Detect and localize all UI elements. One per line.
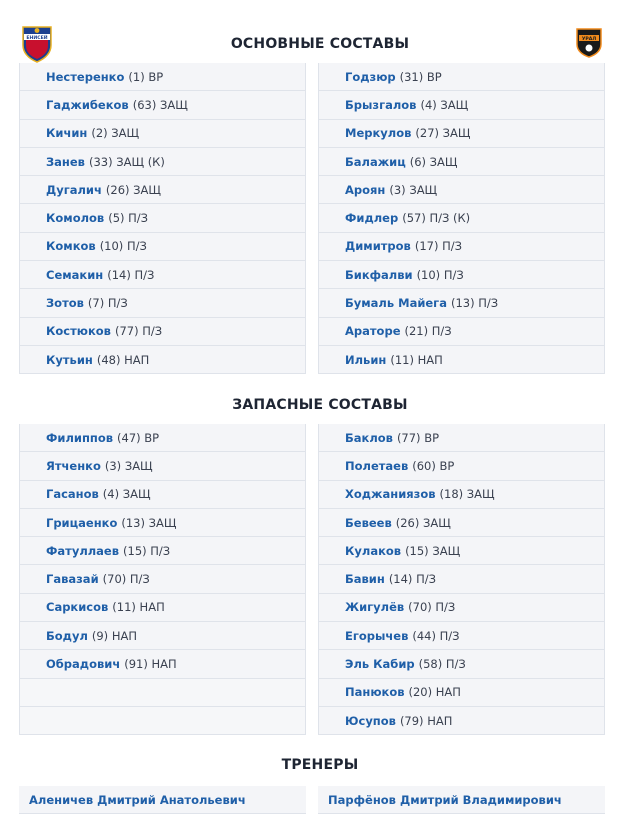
player-number-position: (10) П/З: [99, 239, 147, 254]
player-row: [318, 707, 605, 735]
player-row: [19, 424, 306, 452]
player-name-link[interactable]: Комолов: [46, 211, 105, 226]
away-subs-list: [318, 424, 605, 735]
player-name-link[interactable]: Панюков: [345, 685, 405, 700]
player-row: [19, 176, 306, 204]
player-row: [19, 91, 306, 119]
player-number-position: (77) ВР: [396, 430, 440, 445]
player-row: [19, 63, 306, 91]
player-name-link[interactable]: Балажиц: [345, 154, 406, 169]
player-number-position: (48) НАП: [96, 352, 150, 367]
player-name-link[interactable]: Жигулёв: [345, 600, 405, 615]
player-number-position: (6) ЗАЩ: [409, 154, 458, 169]
player-number-position: (33) ЗАЩ (К): [88, 154, 165, 169]
player-number-position: (14) П/З: [107, 267, 155, 282]
player-row: [19, 452, 306, 480]
player-name-link[interactable]: Занев: [46, 154, 85, 169]
player-row: [19, 289, 306, 317]
player-name-link[interactable]: Бумаль Майега: [345, 296, 447, 311]
player-row: [19, 261, 306, 289]
player-name-link[interactable]: Димитров: [345, 239, 411, 254]
player-name-link[interactable]: Бодул: [46, 628, 88, 643]
away-lineup-list: [318, 63, 605, 374]
player-row: [19, 707, 306, 735]
player-name-link[interactable]: Кутьин: [46, 352, 93, 367]
player-name-link[interactable]: Бикфалви: [345, 267, 413, 282]
main-lineups-title: ОСНОВНЫЕ СОСТАВЫ: [230, 36, 410, 52]
player-name-link[interactable]: Кулаков: [345, 543, 402, 558]
player-row: [19, 650, 306, 678]
player-row: [318, 91, 605, 119]
player-row: [19, 481, 306, 509]
player-row: [318, 622, 605, 650]
player-number-position: (10) П/З: [416, 267, 464, 282]
player-name-link[interactable]: Меркулов: [345, 126, 412, 141]
player-number-position: (57) П/З (К): [402, 211, 471, 226]
player-number-position: (27) ЗАЩ: [415, 126, 471, 141]
player-number-position: (79) НАП: [399, 713, 453, 728]
away-coach-row: [318, 786, 605, 814]
player-name-link[interactable]: Полетаев: [345, 458, 409, 473]
player-row: [318, 318, 605, 346]
player-row: [318, 289, 605, 317]
player-number-position: (11) НАП: [390, 352, 443, 367]
player-name-link[interactable]: Обрадович: [46, 657, 121, 672]
player-number-position: (70) П/З: [408, 600, 456, 615]
player-number-position: (63) ЗАЩ: [132, 97, 188, 112]
player-number-position: (70) П/З: [102, 572, 150, 587]
player-row: [19, 148, 306, 176]
player-row: [318, 204, 605, 232]
player-number-position: (20) НАП: [408, 685, 461, 700]
player-number-position: (1) ВР: [128, 69, 164, 84]
subs-title: ЗАПАСНЫЕ СОСТАВЫ: [232, 397, 408, 413]
player-name-link[interactable]: Егорычев: [345, 628, 409, 643]
player-number-position: (15) П/З: [123, 543, 171, 558]
player-name-link[interactable]: Филиппов: [46, 430, 114, 445]
player-number-position: (26) ЗАЩ: [105, 182, 161, 197]
player-name-link[interactable]: Эль Кабир: [345, 657, 415, 672]
player-row: [318, 594, 605, 622]
player-name-link[interactable]: Гасанов: [46, 487, 99, 502]
player-row: [318, 63, 605, 91]
player-row: [318, 679, 605, 707]
player-row: [318, 346, 605, 374]
player-row: [318, 452, 605, 480]
player-name-link[interactable]: Фатуллаев: [46, 543, 120, 558]
player-name-link[interactable]: Ароян: [345, 182, 386, 197]
player-row: [318, 481, 605, 509]
player-row: [318, 261, 605, 289]
player-number-position: (15) ЗАЩ: [405, 543, 461, 558]
player-number-position: (13) ЗАЩ: [121, 515, 177, 530]
player-row: [19, 346, 306, 374]
player-name-link[interactable]: Гавазай: [46, 572, 99, 587]
away-coach-name[interactable]: Парфёнов Дмитрий Владимирович: [328, 792, 562, 807]
player-name-link[interactable]: Зотов: [46, 296, 84, 311]
coaches-title: ТРЕНЕРЫ: [281, 757, 359, 773]
player-name-link[interactable]: Ходжаниязов: [345, 487, 436, 502]
player-name-link[interactable]: Комков: [46, 239, 96, 254]
player-number-position: (44) П/З: [412, 628, 460, 643]
player-row: [19, 120, 306, 148]
player-number-position: (2) ЗАЩ: [91, 126, 140, 141]
player-name-link[interactable]: Годзюр: [345, 69, 396, 84]
player-name-link[interactable]: Араторе: [345, 324, 401, 339]
player-name-link[interactable]: Саркисов: [46, 600, 109, 615]
player-row: [318, 120, 605, 148]
player-name-link[interactable]: Баклов: [345, 430, 393, 445]
player-row: [318, 565, 605, 593]
player-row: [19, 565, 306, 593]
player-name-link[interactable]: Дугалич: [46, 182, 102, 197]
player-number-position: (21) П/З: [404, 324, 452, 339]
player-number-position: (58) П/З: [418, 657, 466, 672]
player-name-link[interactable]: Ятченко: [46, 458, 101, 473]
player-number-position: (31) ВР: [399, 69, 442, 84]
svg-text:УРАЛ: УРАЛ: [581, 36, 597, 42]
player-name-link[interactable]: Костюков: [46, 324, 111, 339]
player-number-position: (3) ЗАЩ: [104, 458, 153, 473]
player-number-position: (11) НАП: [112, 600, 165, 615]
player-number-position: (17) П/З: [414, 239, 463, 254]
player-row: [19, 537, 306, 565]
player-row: [318, 537, 605, 565]
player-row: [318, 233, 605, 261]
svg-text:ЕНИСЕЙ: ЕНИСЕЙ: [26, 35, 48, 41]
player-row: [19, 318, 306, 346]
player-number-position: (3) ЗАЩ: [389, 182, 438, 197]
player-number-position: (13) П/З: [450, 296, 499, 311]
home-coach-name[interactable]: Аленичев Дмитрий Анатольевич: [29, 792, 246, 807]
player-number-position: (5) П/З: [108, 211, 149, 226]
home-coach-row: [19, 786, 306, 814]
player-row: [318, 509, 605, 537]
player-number-position: (60) ВР: [412, 458, 455, 473]
player-number-position: (7) П/З: [87, 296, 128, 311]
player-name-link[interactable]: Бавин: [345, 572, 385, 587]
player-name-link[interactable]: Фидлер: [345, 211, 399, 226]
player-name-link[interactable]: Грицаенко: [46, 515, 118, 530]
player-row: [19, 233, 306, 261]
player-name-link[interactable]: Юсупов: [345, 713, 396, 728]
player-row: [19, 622, 306, 650]
player-name-link[interactable]: Брызгалов: [345, 97, 417, 112]
player-name-link[interactable]: Ильин: [345, 352, 387, 367]
home-subs-list: [19, 424, 306, 735]
player-number-position: (47) ВР: [117, 430, 160, 445]
player-row: [318, 650, 605, 678]
player-row: [318, 176, 605, 204]
player-name-link[interactable]: Кичин: [46, 126, 88, 141]
player-row: [19, 594, 306, 622]
player-row: [19, 204, 306, 232]
player-number-position: (4) ЗАЩ: [420, 97, 469, 112]
player-number-position: (4) ЗАЩ: [102, 487, 151, 502]
player-number-position: (77) П/З: [114, 324, 163, 339]
player-row: [19, 509, 306, 537]
player-row: [318, 424, 605, 452]
home-lineup-list: [19, 63, 306, 374]
player-row: [318, 148, 605, 176]
player-name-link[interactable]: Гаджибеков: [46, 97, 129, 112]
player-number-position: (18) ЗАЩ: [439, 487, 495, 502]
player-number-position: (91) НАП: [124, 657, 177, 672]
player-name-link[interactable]: Нестеренко: [46, 69, 125, 84]
player-number-position: (26) ЗАЩ: [395, 515, 451, 530]
player-name-link[interactable]: Семакин: [46, 267, 104, 282]
player-number-position: (14) П/З: [388, 572, 436, 587]
player-number-position: (9) НАП: [91, 628, 137, 643]
player-row: [19, 679, 306, 707]
player-name-link[interactable]: Бевеев: [345, 515, 392, 530]
